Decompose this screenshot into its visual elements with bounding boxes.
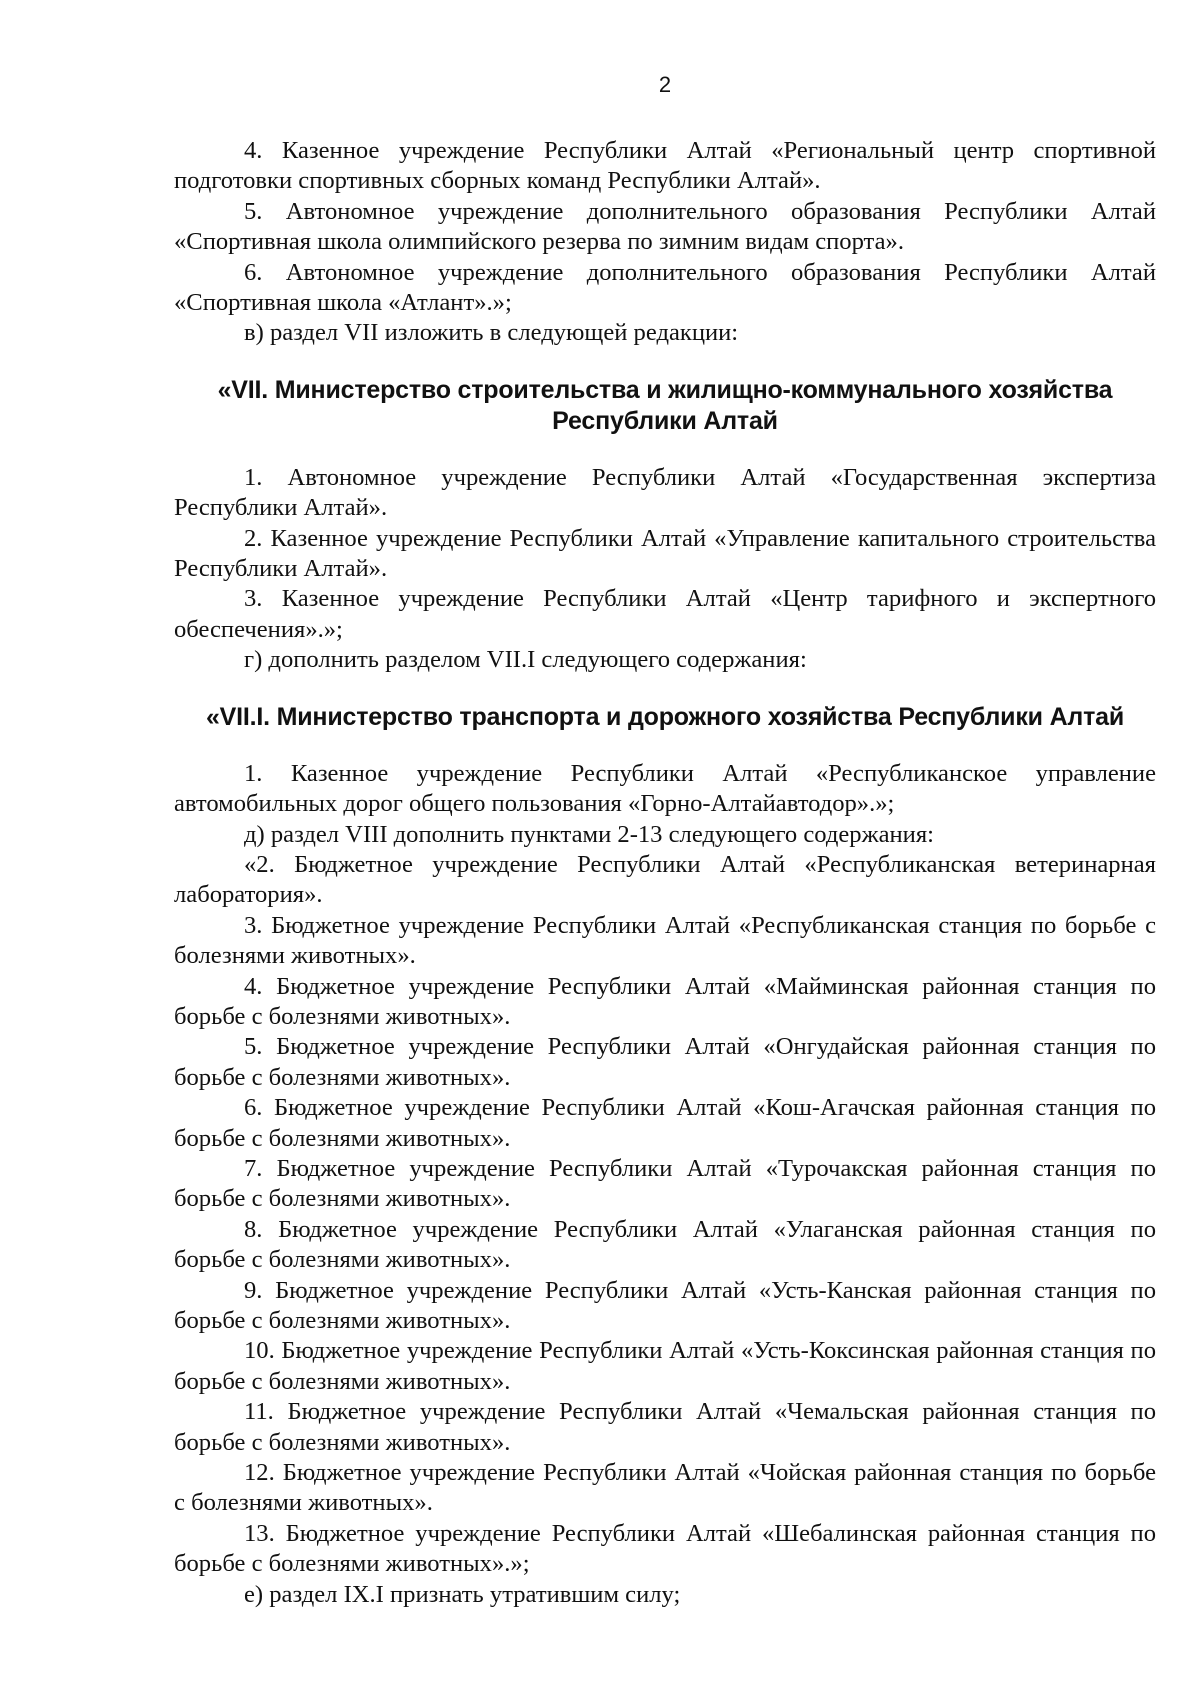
paragraph-viii-item-5: 5. Бюджетное учреждение Республики Алтай «Онгудайская районная станция по борьбе с болезнями животных». xyxy=(174,1033,1156,1091)
paragraph-viii-item-7: 7. Бюджетное учреждение Республики Алтай «Турочакская районная станция по борьбе с болезнями животных». xyxy=(174,1154,1156,1213)
section-heading-vii-i: «VII.I. Министерство транспорта и дорожного хозяйства Республики Алтай xyxy=(205,702,1125,731)
paragraph-item-4: 4. Казенное учреждение Республики Алтай «Региональный центр спортивной подготовки спортивных сборных команд Республики Алтай». xyxy=(174,137,1156,195)
paragraph-clause-g: г) дополнить разделом VII.I следующего содержания: xyxy=(244,646,807,674)
paragraph-viii-item-3: 3. Бюджетное учреждение Республики Алтай «Республиканская станция по борьбе с болезнями животных». xyxy=(174,911,1156,970)
paragraph-vii-item-2: 2. Казенное учреждение Республики Алтай «Управление капитального строительства Республики Алтай». xyxy=(174,524,1156,583)
page-number: 2 xyxy=(658,72,672,97)
paragraph-vii-item-3: 3. Казенное учреждение Республики Алтай «Центр тарифного и экспертного обеспечения».»; xyxy=(174,585,1156,643)
paragraph-viii-item-12: 12. Бюджетное учреждение Республики Алтай «Чойская районная станция по борьбе с болезнями животных». xyxy=(174,1459,1156,1517)
paragraph-viii-item-8: 8. Бюджетное учреждение Республики Алтай «Улаганская районная станция по борьбе с болезнями животных». xyxy=(174,1215,1156,1274)
paragraph-viii-item-2: «2. Бюджетное учреждение Республики Алтай «Республиканская ветеринарная лаборатория». xyxy=(174,850,1156,909)
paragraph-viii-item-9: 9. Бюджетное учреждение Республики Алтай «Усть-Канская районная станция по борьбе с болезнями животных». xyxy=(174,1276,1156,1334)
paragraph-viii-item-4: 4. Бюджетное учреждение Республики Алтай «Майминская районная станция по борьбе с болезнями животных». xyxy=(174,972,1156,1030)
paragraph-viii-item-10: 10. Бюджетное учреждение Республики Алтай «Усть-Коксинская районная станция по борьбе с болезнями животных». xyxy=(174,1337,1156,1395)
paragraph-clause-e: е) раздел IX.I признать утратившим силу; xyxy=(244,1580,681,1608)
paragraph-clause-d: д) раздел VIII дополнить пунктами 2-13 следующего содержания: xyxy=(244,820,934,848)
section-heading-vii: «VII. Министерство строительства и жилищно-коммунального хозяйства Республики Алтай xyxy=(217,375,1113,435)
paragraph-vii-item-1: 1. Автономное учреждение Республики Алтай «Государственная экспертиза Республики Алтай». xyxy=(174,463,1156,522)
paragraph-clause-v: в) раздел VII изложить в следующей редакции: xyxy=(244,319,739,347)
paragraph-item-5: 5. Автономное учреждение дополнительного образования Республики Алтай «Спортивная школа олимпийского резерва по зимним видам спорта». xyxy=(174,197,1156,256)
paragraph-viii-item-11: 11. Бюджетное учреждение Республики Алтай «Чемальская районная станция по борьбе с болезнями животных». xyxy=(174,1398,1156,1456)
paragraph-vii-i-item-1: 1. Казенное учреждение Республики Алтай «Республиканское управление автомобильных дорог общего пользования «Горно-Алтайавтодор».»; xyxy=(174,759,1156,818)
document-page xyxy=(174,70,1156,1610)
paragraph-item-6: 6. Автономное учреждение дополнительного образования Республики Алтай «Спортивная школа «Атлант».»; xyxy=(174,258,1156,317)
paragraph-viii-item-6: 6. Бюджетное учреждение Республики Алтай «Кош-Агачская районная станция по борьбе с болезнями животных». xyxy=(174,1094,1156,1152)
paragraph-viii-item-13: 13. Бюджетное учреждение Республики Алтай «Шебалинская районная станция по борьбе с болезнями животных».»; xyxy=(174,1519,1156,1578)
